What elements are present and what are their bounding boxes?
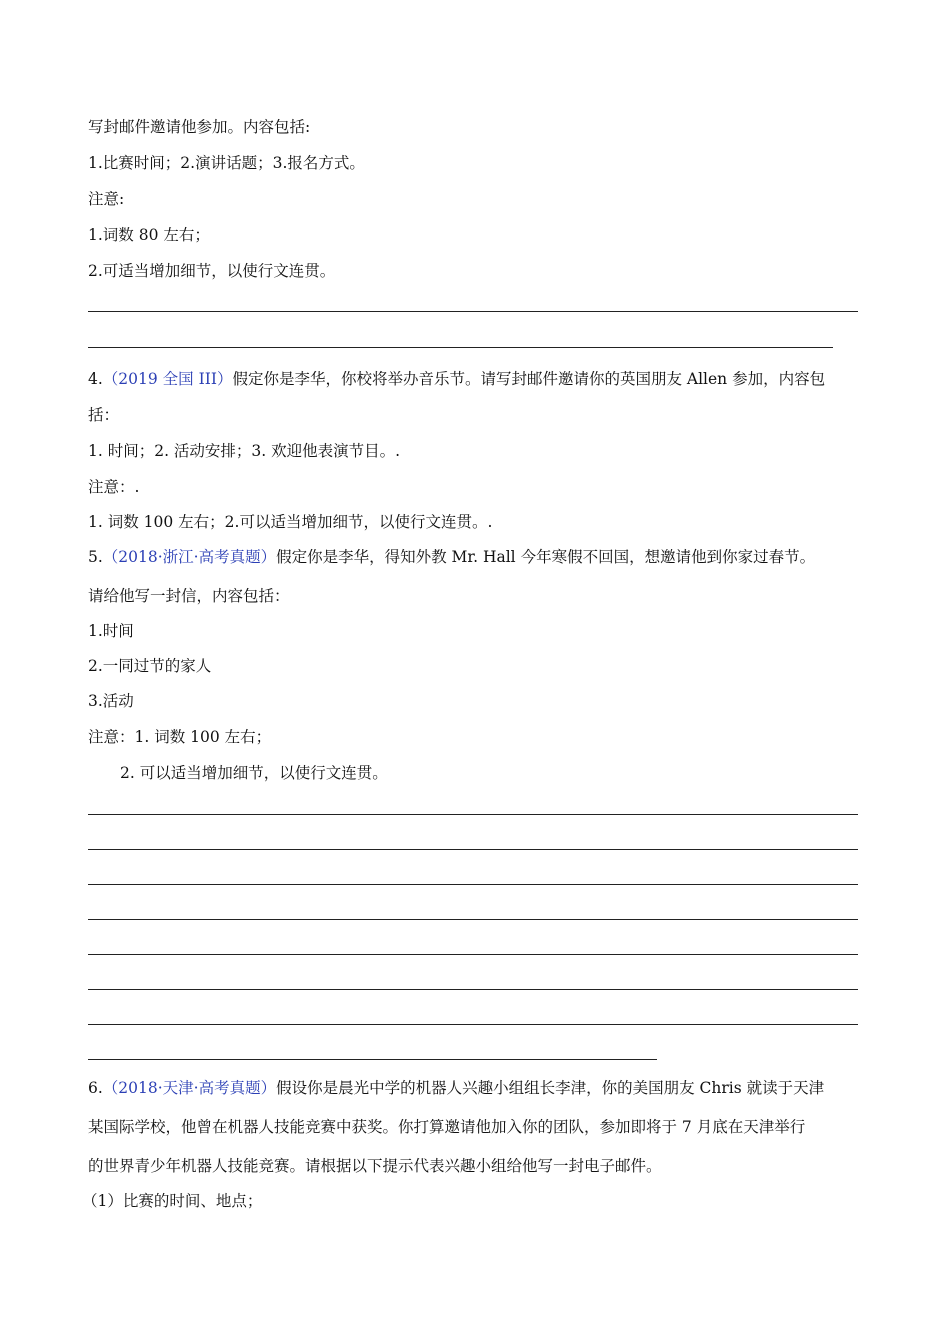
q4-points: 1. 时间；2. 活动安排；3. 欢迎他表演节目。. [88,442,401,460]
document-page [82,0,858,1344]
q5-text-1: 假定你是李华，得知外教 Mr. Hall 今年寒假不回国，想邀请他到你家过春节。 [276,548,816,566]
q5-note-2: 2. 可以适当增加细节，以使行文连贯。 [120,764,388,782]
q4-source: （2019 全国 III） [102,370,233,388]
answer-line [88,919,858,920]
q6-point-1: （1）比赛的时间、地点； [82,1192,263,1210]
q4-note: 1. 词数 100 左右；2.可以适当增加细节，以使行文连贯。. [88,513,493,531]
q5-point-1: 1.时间 [88,622,134,640]
q5-number: 5. [88,548,103,566]
q4-text-2: 括： [88,406,120,424]
q5-point-2: 2.一同过节的家人 [88,657,212,675]
q3-note-2: 2.可适当增加细节，以使行文连贯。 [88,262,336,280]
q3-intro: 写封邮件邀请他参加。内容包括: [88,118,311,136]
q6-source: （2018·天津·高考真题） [102,1079,277,1097]
q5-point-3: 3.活动 [88,692,134,710]
q6-text-2: 某国际学校，他曾在机器人技能竞赛中获奖。你打算邀请他加入你的团队，参加即将于 7 月底在天津举行 [88,1118,806,1136]
answer-line [88,849,858,850]
q4-line-1 [88,369,825,389]
answer-line [88,954,858,955]
q5-line-1 [88,547,815,567]
q5-text-2: 请给他写一封信，内容包括： [88,587,290,605]
q6-text-3: 的世界青少年机器人技能竞赛。请根据以下提示代表兴趣小组给他写一封电子邮件。 [88,1157,662,1175]
q6-number: 6. [88,1079,103,1097]
q4-text-1: 假定你是李华，你校将举办音乐节。请写封邮件邀请你的英国朋友 Allen 参加，内容包 [232,370,826,388]
answer-line [88,347,833,348]
q3-note-1: 1.词数 80 左右； [88,226,210,244]
answer-line [88,884,858,885]
answer-line [88,814,858,815]
q5-note-1: 注意：1. 词数 100 左右； [88,728,272,746]
q4-number: 4. [88,370,103,388]
answer-line [88,989,858,990]
q6-text-1: 假设你是晨光中学的机器人兴趣小组组长李津，你的美国朋友 Chris 就读于天津 [276,1079,825,1097]
q6-line-1 [88,1078,824,1098]
answer-line [88,1024,858,1025]
q5-source: （2018·浙江·高考真题） [102,548,277,566]
answer-line [88,1059,657,1060]
q4-note-label: 注意：. [88,478,140,496]
q3-note-label: 注意: [88,190,125,208]
q3-points: 1.比赛时间；2.演讲话题；3.报名方式。 [88,154,365,172]
answer-line [88,311,858,312]
